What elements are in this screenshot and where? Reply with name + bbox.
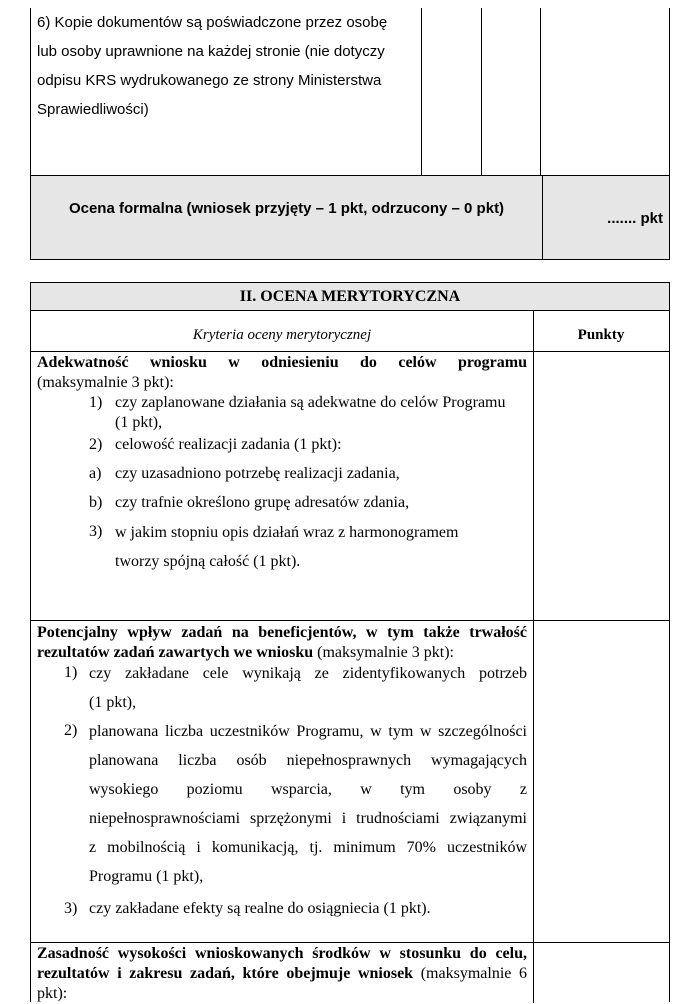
list-item: czy zakładane efekty są realne do osiągniecia (1 pkt). — [89, 900, 431, 917]
criterion-row-6 — [37, 8, 417, 124]
list-item-line: tworzy spójną całość (1 pkt). — [115, 553, 301, 570]
list-item-line: niepełnosprawnościami sprzężonymi i trudnościami związanymi — [89, 810, 527, 827]
list-marker: a) — [89, 465, 102, 482]
criterion-heading: Zasadność wysokości wnioskowanych środków w stosunku do celu, — [37, 945, 527, 962]
criterion-row-6-line: odpisu KRS wydrukowanego ze strony Ministerstwa — [37, 72, 382, 89]
list-item — [89, 659, 527, 717]
criteria-column-header: Kryteria oceny merytorycznej — [192, 327, 372, 343]
criterion-heading-note: (maksymalnie 6 — [413, 965, 528, 982]
list-item-line: w jakim stopniu opis działań wraz z harmonogramem — [115, 524, 459, 541]
table-divider — [31, 351, 669, 352]
table-divider — [31, 620, 669, 621]
points-column-header: Punkty — [577, 327, 625, 343]
criterion-heading-note: pkt): — [37, 985, 68, 1002]
table-divider — [421, 8, 422, 176]
table-divider — [540, 8, 541, 176]
merit-evaluation-table — [30, 282, 670, 1002]
list-marker: 1) — [64, 664, 78, 681]
criterion-heading-part: rezultatów zadań zawartych we wniosku — [37, 644, 314, 661]
list-item-line: wysokiego poziomu wsparcia, w tym osoby z — [89, 781, 527, 798]
formal-evaluation-label-cell — [31, 176, 542, 259]
criterion-adequacy — [37, 353, 527, 393]
criterion-heading-line — [37, 964, 527, 984]
criterion-heading-note: (maksymalnie 3 pkt): — [37, 374, 174, 391]
criterion-row-6-line: Sprawiedliwości) — [37, 101, 149, 118]
list-marker: 2) — [89, 436, 103, 453]
criterion-heading-part: rezultatów i zakresu zadań, które obejmuje wniosek — [37, 965, 414, 982]
merit-title: II. OCENA MERYTORYCZNA — [239, 288, 461, 305]
formal-evaluation-points: ....... pkt — [607, 210, 663, 227]
criterion-row-6-line: lub osoby uprawnione na każdej stronie (nie dotyczy — [37, 43, 385, 60]
criterion-heading-note: (maksymalnie 3 pkt): — [313, 644, 454, 661]
list-marker: 2) — [64, 722, 78, 739]
list-item-line: (1 pkt), — [115, 414, 163, 431]
list-item-line: Programu (1 pkt), — [89, 868, 204, 885]
list-marker: 3) — [89, 523, 103, 540]
list-item — [115, 518, 527, 576]
list-marker: 3) — [64, 900, 78, 917]
list-item-line: czy zaplanowane działania są adekwatne do celów Programu — [115, 394, 506, 411]
merit-title-cell — [31, 283, 669, 310]
formal-evaluation-points-cell — [543, 176, 669, 259]
list-item-line: planowana liczba osób niepełnosprawnych wymagających — [89, 752, 527, 769]
list-item-line: (1 pkt), — [89, 694, 137, 711]
list-item: czy trafnie określono grupę adresatów zdania, — [115, 494, 410, 511]
list-item — [115, 393, 527, 433]
criterion-impact — [37, 623, 527, 663]
criterion-row-6-line: 6) Kopie dokumentów są poświadczone przez osobę — [37, 14, 388, 31]
criterion-cost-justification — [37, 944, 527, 1004]
list-item-line: z mobilnością i komunikacją, tj. minimum 70% uczestników — [89, 839, 527, 856]
list-item-line: planowana liczba uczestników Programu, w tym w szczególności — [89, 723, 527, 740]
criterion-heading: Adekwatność wniosku w odniesieniu do celów programu — [37, 354, 527, 371]
formal-evaluation-label: Ocena formalna (wniosek przyjęty – 1 pkt, odrzucony – 0 pkt) — [68, 200, 505, 217]
list-item — [89, 717, 527, 891]
list-item-line: czy zakładane cele wynikają ze zidentyfikowanych potrzeb — [89, 665, 527, 682]
table-divider — [533, 310, 534, 1003]
list-marker: 1) — [89, 394, 103, 411]
list-item: czy uzasadniono potrzebę realizacji zadania, — [115, 465, 400, 482]
list-item: celowość realizacji zadania (1 pkt): — [115, 436, 342, 453]
list-marker: b) — [89, 494, 103, 511]
table-divider — [481, 8, 482, 176]
criterion-heading: Potencjalny wpływ zadań na beneficjentów, w tym także trwałość — [37, 624, 527, 641]
table-divider — [31, 310, 669, 311]
table-divider — [31, 942, 669, 943]
formal-evaluation-table — [30, 8, 670, 260]
